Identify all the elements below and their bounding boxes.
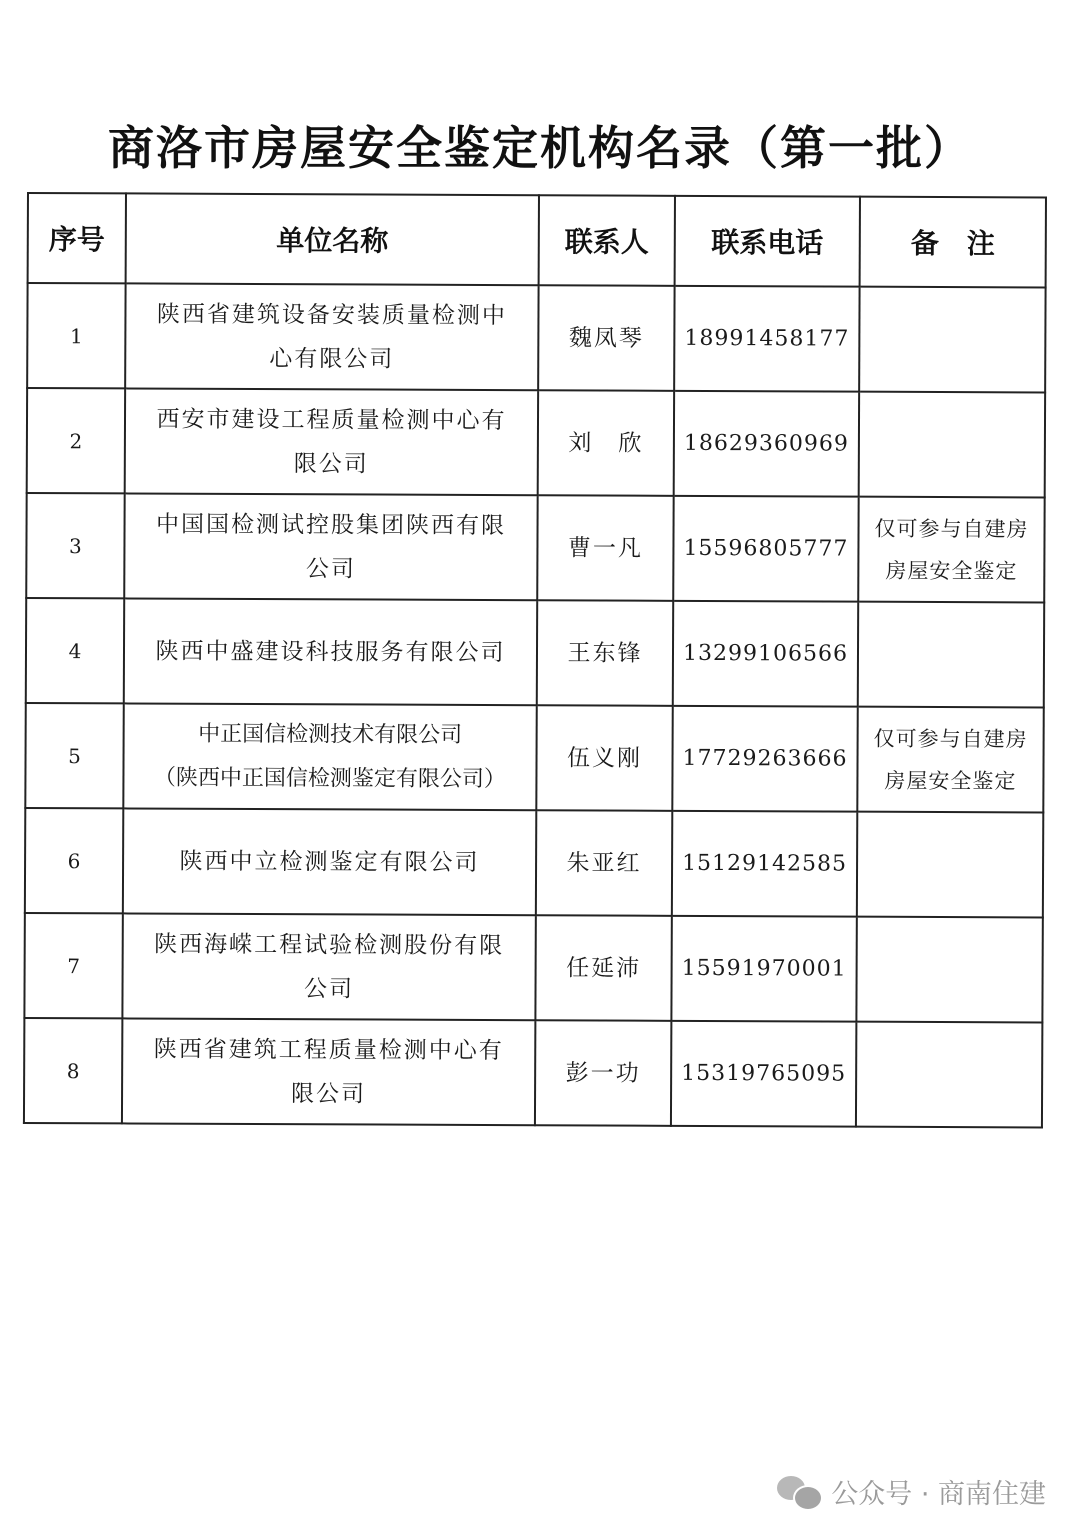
unit-name-line2: 心有限公司: [269, 345, 395, 373]
table-row: [26, 598, 1044, 707]
row-note: [859, 392, 1045, 498]
row-phone: 15591970001: [671, 916, 856, 1022]
row-contact: 朱亚红: [536, 810, 672, 916]
table-row: [27, 388, 1045, 497]
page-title: 商洛市房屋安全鉴定机构名录（第一批）: [108, 121, 972, 175]
header-seq: 序号: [28, 193, 126, 283]
row-seq: 8: [24, 1018, 122, 1123]
row-phone: 17729263666: [672, 706, 857, 812]
row-seq: 4: [26, 598, 124, 703]
table-row: [25, 808, 1043, 917]
unit-name-line1: 陕西中盛建设科技服务有限公司: [155, 638, 506, 666]
table-row: [24, 913, 1042, 1022]
row-note: [856, 1022, 1042, 1128]
row-contact: 刘 欣: [538, 390, 674, 496]
watermark: [777, 1472, 1046, 1511]
row-unit-name: [124, 493, 537, 600]
unit-name-line1: 陕西省建筑设备安装质量检测中: [156, 301, 508, 329]
row-contact: 彭一功: [535, 1020, 671, 1126]
header-note: 备 注: [860, 197, 1046, 288]
unit-name-line2: 限公司: [293, 450, 369, 477]
row-note: [858, 602, 1044, 708]
unit-name-line1: 中正国信检测技术有限公司: [198, 721, 463, 748]
row-seq: 6: [25, 808, 123, 913]
row-contact: 任延沛: [535, 915, 671, 1021]
header-unit-name: 单位名称: [126, 193, 539, 285]
header-phone: 联系电话: [675, 196, 860, 287]
unit-name-line2: 限公司: [291, 1080, 367, 1107]
row-phone: 15319765095: [671, 1021, 856, 1127]
row-seq: 1: [27, 283, 125, 388]
row-note: [857, 812, 1043, 918]
unit-name-line2: 公司: [303, 975, 355, 1002]
unit-name-line1: 陕西中立检测鉴定有限公司: [179, 848, 480, 876]
unit-name-line1: 中国国检测试控股集团陕西有限: [155, 511, 507, 539]
directory-table: [23, 192, 1047, 1128]
wechat-icon: [777, 1476, 821, 1508]
row-phone: 15596805777: [673, 496, 858, 602]
row-phone: 18991458177: [674, 286, 859, 392]
row-note: [856, 917, 1042, 1023]
row-contact: 王东锋: [537, 600, 673, 706]
row-unit-name: [122, 913, 535, 1020]
unit-name-line2: （陕西中正国信检测鉴定有限公司）: [153, 765, 506, 792]
row-phone: 18629360969: [674, 391, 859, 497]
row-seq: 5: [25, 703, 123, 808]
unit-name-line1: 陕西海嵘工程试验检测股份有限: [154, 931, 505, 959]
unit-name-line1: 西安市建设工程质量检测中心有: [156, 406, 507, 434]
table-header-row: [28, 193, 1046, 287]
note-line1: 仅可参与自建房: [873, 726, 1028, 751]
row-seq: 2: [27, 388, 125, 493]
table-row: [26, 493, 1044, 602]
directory-table-wrap: [23, 192, 1051, 1128]
note-line2: 房屋安全鉴定: [885, 558, 1018, 583]
row-contact: 魏凤琴: [538, 285, 674, 391]
unit-name-line2: 公司: [305, 555, 356, 582]
note-line2: 房屋安全鉴定: [884, 768, 1017, 793]
table-row: [24, 1018, 1042, 1127]
row-contact: 伍义刚: [536, 705, 672, 811]
row-unit-name: [125, 283, 538, 390]
row-phone: 15129142585: [672, 811, 857, 917]
unit-name-line1: 陕西省建筑工程质量检测中心有: [153, 1036, 504, 1064]
row-note: [858, 497, 1044, 603]
row-seq: 3: [26, 493, 124, 598]
row-note: [857, 707, 1043, 813]
row-unit-name: [124, 598, 537, 705]
watermark-text: 公众号 · 商南住建: [831, 1479, 1046, 1510]
row-unit-name: [125, 388, 538, 495]
table-row: [27, 283, 1045, 392]
row-contact: 曹一凡: [537, 495, 673, 601]
row-seq: 7: [24, 913, 122, 1018]
row-unit-name: [122, 1018, 535, 1125]
header-contact: 联系人: [539, 195, 675, 286]
table-row: [25, 703, 1043, 812]
row-note: [859, 287, 1045, 393]
row-phone: 13299106566: [673, 601, 858, 707]
note-line1: 仅可参与自建房: [874, 516, 1029, 541]
row-unit-name: [123, 808, 536, 915]
row-unit-name: [123, 703, 536, 810]
